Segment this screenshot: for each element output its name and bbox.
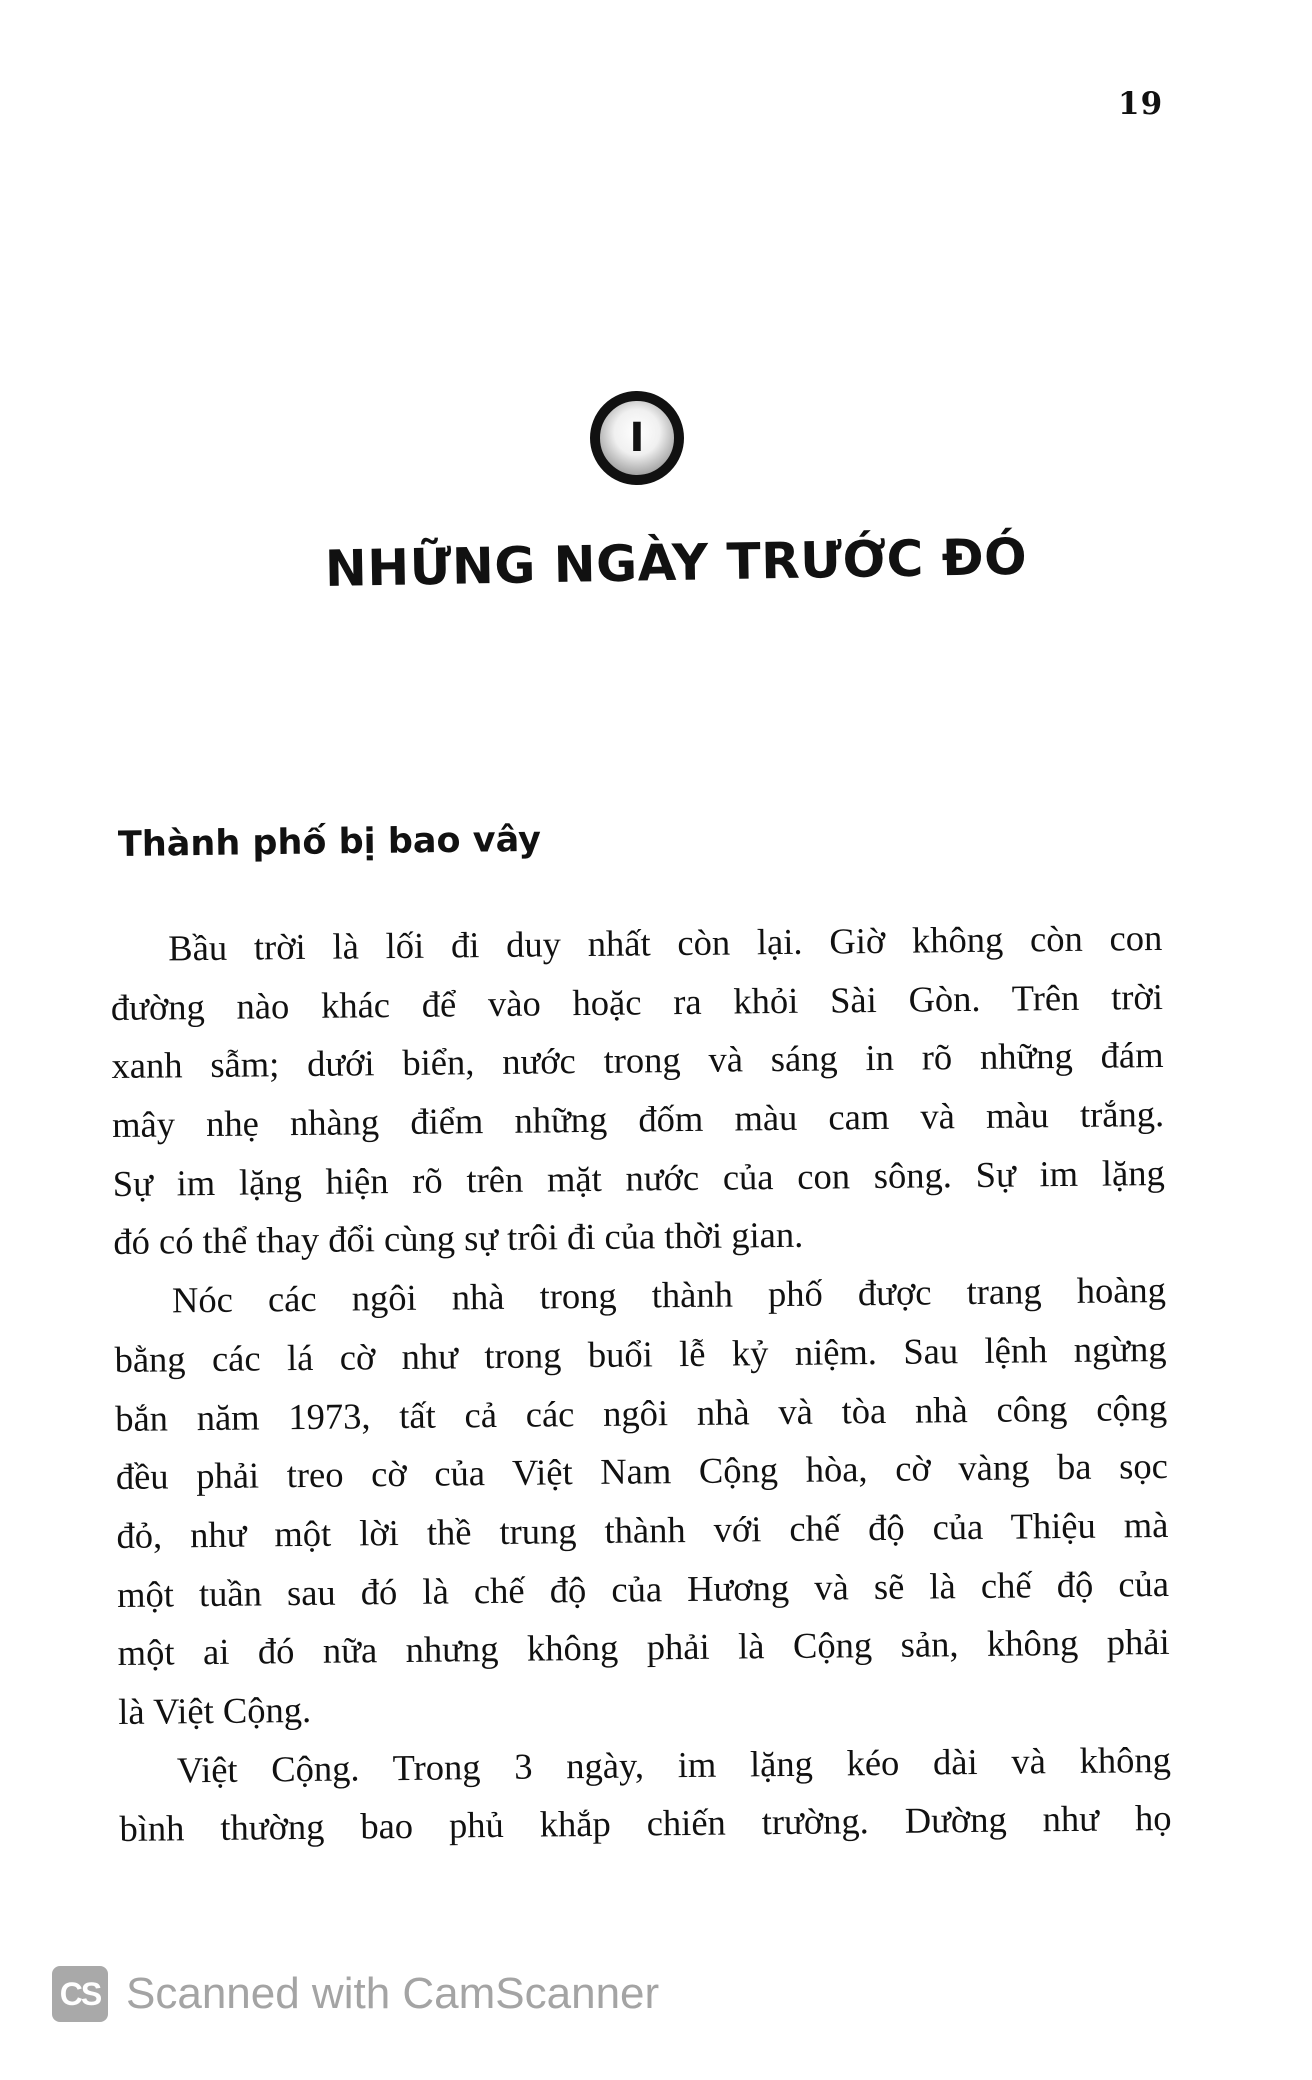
body-line: một tuần sau đó là chế độ của Hương và sẽ là chế độ của [116, 1562, 1170, 1615]
body-line: Bầu trời là lối đi duy nhất còn lại. Giờ không còn con [168, 916, 1163, 969]
body-line: Sự im lặng hiện rõ trên mặt nước của con sông. Sự im lặng [112, 1151, 1165, 1204]
camscanner-watermark [52, 1966, 659, 2022]
body-text [110, 909, 1172, 1859]
chapter-title: NHỮNG NGÀY TRƯỚC ĐÓ [324, 527, 1028, 598]
body-line: xanh sẫm; dưới biển, nước trong và sáng in rõ những đám [111, 1034, 1164, 1087]
section-heading: Thành phố bị bao vây [117, 819, 542, 865]
body-line: mây nhẹ nhàng điểm những đốm màu cam và màu trắng. [111, 1093, 1165, 1146]
watermark-text: Scanned with CamScanner [126, 1969, 660, 2018]
camscanner-logo-icon [52, 1966, 108, 2022]
chapter-number: I [629, 415, 645, 461]
page-number: 19 [1118, 86, 1164, 122]
body-line: bắn năm 1973, tất cả các ngôi nhà và tòa nhà công cộng [115, 1386, 1168, 1439]
body-line: là Việt Cộng. [118, 1688, 312, 1732]
body-line: Việt Cộng. Trong 3 ngày, im lặng kéo dài và không [176, 1738, 1172, 1790]
body-line: đó có thể thay đổi cùng sự trôi đi của thời gian. [113, 1214, 804, 1263]
body-line: đều phải treo cờ của Việt Nam Cộng hòa, cờ vàng ba sọc [115, 1445, 1168, 1498]
body-line: bằng các lá cờ như trong buổi lễ kỷ niệm. Sau lệnh ngừng [114, 1327, 1167, 1380]
body-line: Nóc các ngôi nhà trong thành phố được trang hoàng [171, 1269, 1167, 1321]
body-line: đường nào khác để vào hoặc ra khỏi Sài Gòn. Trên trời [110, 975, 1164, 1028]
body-line: một ai đó nữa nhưng không phải là Cộng sản, không phải [117, 1621, 1170, 1674]
chapter-number-badge [590, 391, 684, 485]
body-line: đỏ, như một lời thề trung thành với chế độ của Thiệu mà [116, 1503, 1169, 1556]
camscanner-logo-text: CS [59, 1975, 101, 2012]
body-line: bình thường bao phủ khắp chiến trường. Dường như họ [119, 1797, 1172, 1850]
